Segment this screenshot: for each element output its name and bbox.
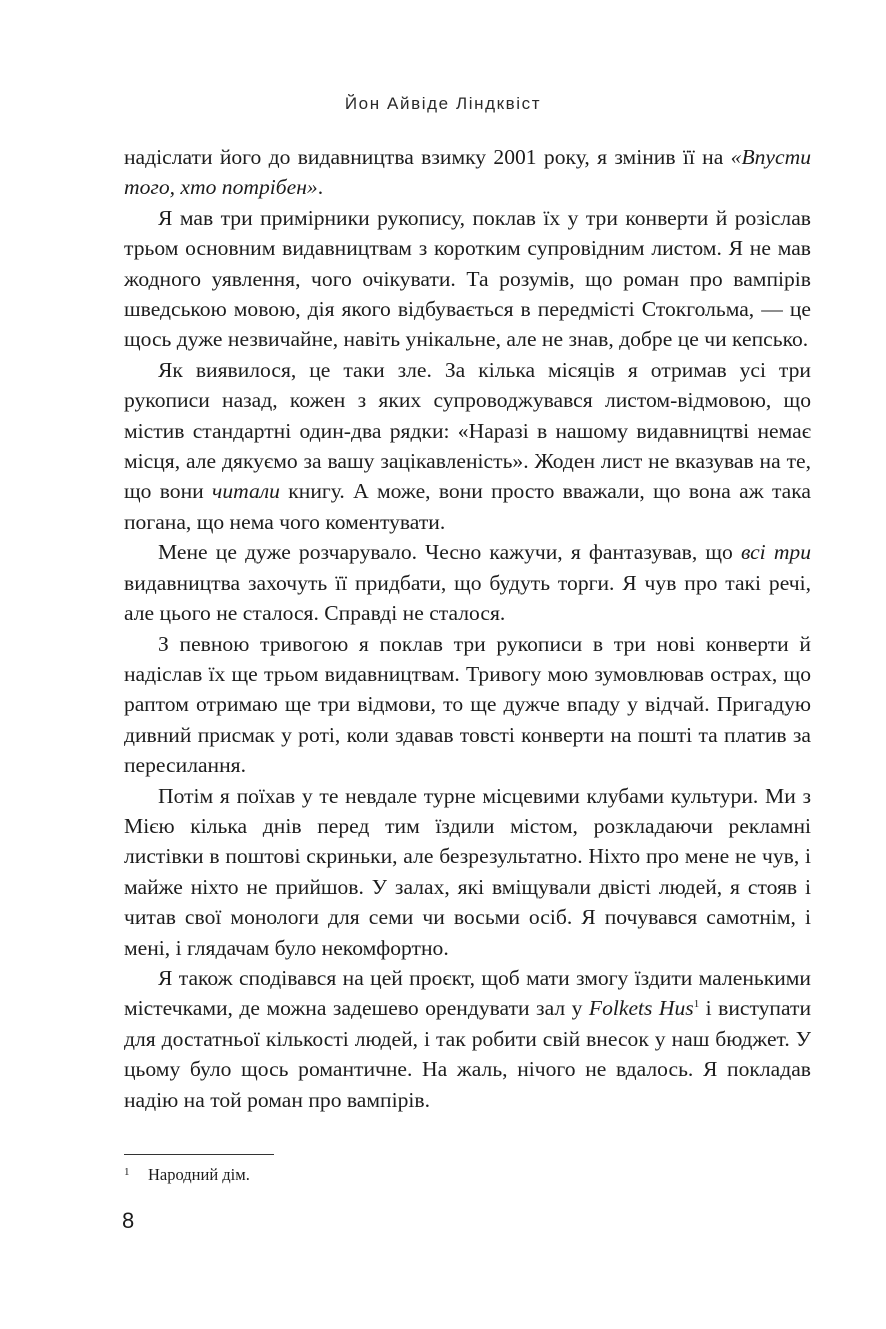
paragraph-7-text-c: і виступати для достатньої кількості людей, і так робити свій внесок у наш бюджет. У цьому було щось романтичне. На жаль, нічого не вдалось. Я покладав надію на той роман про вампірів. (124, 996, 811, 1112)
footnote-reference: 1 (693, 998, 700, 1011)
page-number: 8 (122, 1208, 135, 1233)
paragraph-3 (124, 355, 811, 537)
italic-emphasis-all-three: всі три (741, 540, 812, 565)
footnote: 1 Народний дім. (124, 1165, 250, 1184)
footnote-text: Народний дім. (148, 1165, 250, 1184)
body-text (124, 142, 811, 1115)
paragraph-1-text-c: . (317, 175, 324, 200)
book-title-italic: «Впусти того, хто потрібен» (124, 145, 811, 200)
paragraph-2: Я мав три примірники рукопису, поклав їх у три конверти й розіслав трьом основним видавництвам з коротким супровідним листом. Я не мав жодного уявлення, чого очікувати. Та розумів, що роман про вампірів шведською мовою, дія якого відбувається в передмісті Стокгольма, — це щось дуже незвичайне, навіть унікальне, але не знав, добре це чи кепсько. (124, 205, 811, 352)
paragraph-6: Потім я поїхав у те невдале турне місцевими клубами культури. Ми з Мією кілька днів перед тим їздили містом, розкладаючи рекламні листівки в поштові скриньки, але безрезультатно. Ніхто про мене не чув, і майже ніхто не прийшов. У залах, які вміщували двісті людей, я стояв і читав свої монологи для семи чи восьми осіб. Я почувався самотнім, і мені, і глядачам було некомфортно. (124, 783, 811, 960)
italic-emphasis-read: читали (212, 479, 280, 504)
running-head: Йон Айвіде Ліндквіст (344, 94, 542, 113)
paragraph-5: З певною тривогою я поклав три рукописи в три нові конверти й надіслав їх ще трьом видавництвам. Тривогу мою зумовлював острах, що раптом отримаю ще три відмови, то ще дужче впаду у відчай. Пригадую дивний присмак у роті, коли здавав товсті конверти на пошті та платив за пересилання. (124, 631, 811, 778)
paragraph-4 (124, 537, 811, 628)
paragraph-1 (124, 142, 811, 203)
italic-folkets-hus: Folkets Hus (588, 996, 694, 1021)
paragraph-4-text-a: Мене це дуже розчарувало. Чесно кажучи, я фантазував, що (158, 540, 741, 565)
paragraph-7 (124, 963, 811, 1115)
paragraph-4-text-c: видавництва захочуть її придбати, що будуть торги. Я чув про такі речі, але цього не сталося. Справді не сталося. (124, 570, 811, 626)
paragraph-3-text-a: Як виявилося, це таки зле. За кілька місяців я отримав усі три рукописи назад, кожен з яких супроводжувався листом-відмовою, що містив стандартні один-два рядки: «Наразі в нашому видавництві немає місця, але дякуємо за вашу зацікавленість». Жоден лист не вказував на те, що вони (124, 357, 811, 504)
paragraph-7-text-a: Я також сподівався на цей проєкт, щоб мати змогу їздити маленькими містечками, де можна задешево орендувати зал у (124, 965, 811, 1021)
paragraph-3-text-c: книгу. А може, вони просто вважали, що вона аж така погана, що нема чого коментувати. (124, 479, 811, 534)
footnote-rule (124, 1154, 274, 1155)
paragraph-1-text-a: надіслати його до видавництва взимку 2001 року, я змінив її на (124, 145, 731, 169)
